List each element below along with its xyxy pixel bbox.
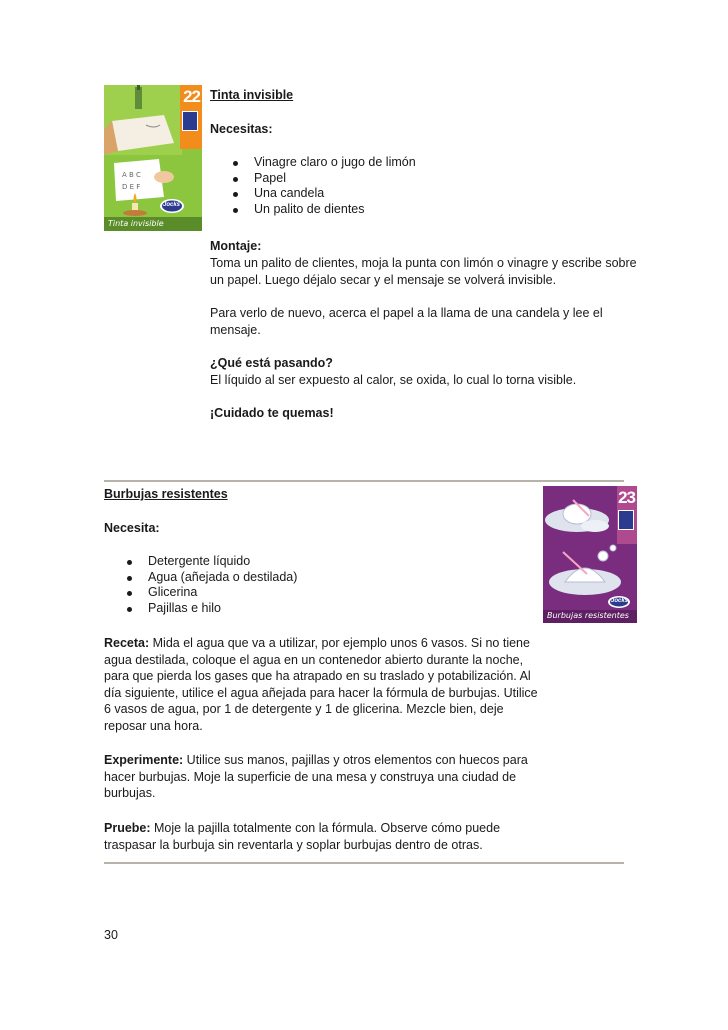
experimente-text-line: hacer burbujas. Moje la superficie de una mesa y construya una ciudad de <box>104 769 517 784</box>
list-item: Detergente líquido <box>127 554 297 570</box>
materials-list <box>127 554 297 616</box>
bullet-icon <box>233 177 238 182</box>
card-number: 22 <box>183 87 200 106</box>
card-caption: Burbujas resistentes <box>547 611 629 620</box>
receta-label: Receta: <box>104 636 150 650</box>
receta-text-line: para que pierda los gases que ha atrapado en su traslado y potabilización. Al <box>104 669 531 683</box>
card-logo: Jocks <box>611 598 629 604</box>
receta-text-line: reposar una hora. <box>104 718 203 733</box>
experiment-card-22 <box>104 85 202 231</box>
receta-text-line: agua destilada, coloque el agua en un contenedor abierto durante la noche, <box>104 652 524 667</box>
section-divider <box>104 480 624 482</box>
warning-text: ¡Cuidado te quemas! <box>210 406 334 420</box>
para-text-line: Para verlo de nuevo, acerca el papel a la llama de una candela y lee el <box>210 306 603 320</box>
bullet-icon <box>233 192 238 197</box>
pruebe-label: Pruebe: <box>104 821 151 835</box>
bullet-icon <box>233 161 238 166</box>
bullet-icon <box>127 591 132 596</box>
question-label: ¿Qué está pasando? <box>210 356 333 370</box>
para-text-line: mensaje. <box>210 323 261 337</box>
list-item: Papel <box>233 171 416 187</box>
card-number: 23 <box>618 488 635 507</box>
card-logo: Jocks <box>163 202 181 208</box>
receta-paragraph <box>104 635 538 734</box>
list-item: Glicerina <box>127 585 297 601</box>
receta-text-line: 6 vasos de agua, por 1 de detergente y 1 de glicerina. Mezcle bien, deje <box>104 702 504 716</box>
receta-text-line: Mida el agua que va a utilizar, por ejemplo unos 6 vasos. Si no tiene <box>149 636 530 650</box>
experiment-card-23 <box>543 486 637 623</box>
experimente-text-line: Utilice sus manos, pajillas y otros elementos con huecos para <box>183 753 528 767</box>
question-text: El líquido al ser expuesto al calor, se oxida, lo cual lo torna visible. <box>210 373 577 387</box>
pruebe-paragraph <box>104 820 500 853</box>
page-number: 30 <box>104 928 118 942</box>
materials-list <box>233 155 416 217</box>
experimente-label: Experimente: <box>104 753 184 767</box>
list-item: Vinagre claro o jugo de limón <box>233 155 416 171</box>
montaje-text-line: un papel. Luego déjalo secar y el mensaje se volverá invisible. <box>210 273 557 287</box>
svg-text:D E F: D E F <box>122 183 141 191</box>
brand-mark-icon <box>618 510 634 530</box>
card-caption: Tinta invisible <box>108 219 164 228</box>
pruebe-text-line: traspasar la burbuja sin reventarla y soplar burbujas dentro de otras. <box>104 837 483 852</box>
list-item: Agua (añejada o destilada) <box>127 570 297 586</box>
experimente-text-line: burbujas. <box>104 786 156 800</box>
bullet-icon <box>127 576 132 581</box>
pruebe-text-line: Moje la pajilla totalmente con la fórmula. Observe cómo puede <box>150 821 501 835</box>
bullet-icon <box>127 607 132 612</box>
needs-label: Necesitas: <box>210 122 273 136</box>
section-divider <box>104 862 624 864</box>
bullet-icon <box>127 560 132 565</box>
list-item: Un palito de dientes <box>233 202 416 218</box>
list-item: Pajillas e hilo <box>127 601 297 617</box>
bullet-icon <box>233 208 238 213</box>
svg-text:A B C: A B C <box>122 171 141 179</box>
montaje-label: Montaje: <box>210 239 262 253</box>
montaje-text-line: Toma un palito de clientes, moja la punta con limón o vinagre y escribe sobre <box>210 256 637 270</box>
receta-text-line: día siguiente, utilice el agua añejada para hacer la fórmula de burbujas. Utilice <box>104 685 538 700</box>
needs-label: Necesita: <box>104 521 160 535</box>
brand-mark-icon <box>182 111 198 131</box>
experimente-paragraph <box>104 752 528 802</box>
section-title-burbujas-resistentes: Burbujas resistentes <box>104 487 228 501</box>
list-item: Una candela <box>233 186 416 202</box>
section-title-tinta-invisible: Tinta invisible <box>210 88 294 102</box>
